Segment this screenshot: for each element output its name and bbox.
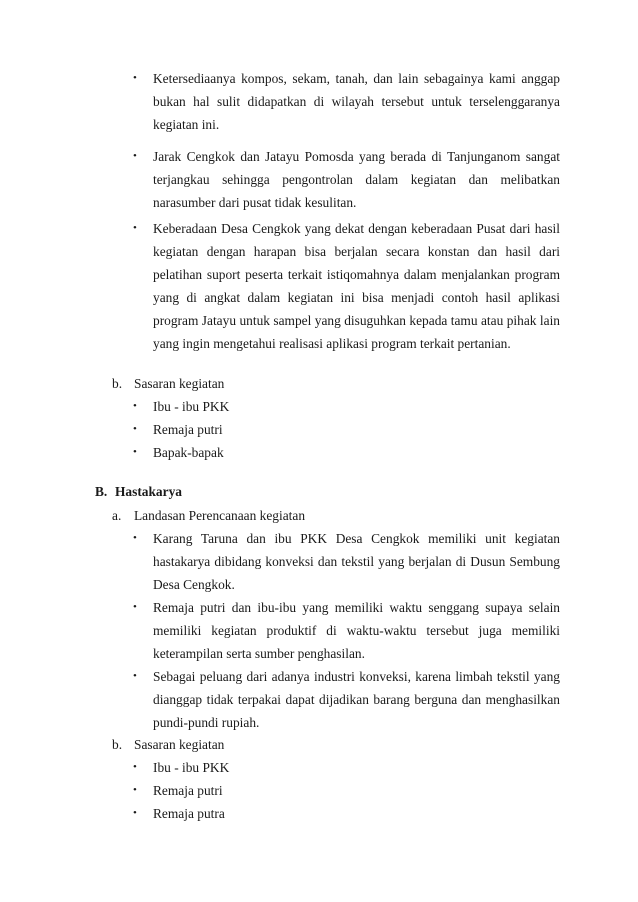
bullet-item <box>133 802 453 825</box>
section-title: Hastakarya <box>115 484 182 499</box>
bullet-dot: • <box>133 72 137 84</box>
bullet-text: Bapak-bapak <box>153 445 224 460</box>
bullet-text: Remaja putri dan ibu-ibu yang memiliki waktu senggang supaya selain memiliki kegiatan produktif di waktu-waktu tersebut juga memiliki keterampilan serta sumber penghasilan. <box>153 600 560 661</box>
bullet-text: Ibu - ibu PKK <box>153 760 230 775</box>
bullet-dot: • <box>133 807 137 819</box>
bullet-dot: • <box>133 423 137 435</box>
sub-heading <box>112 733 224 756</box>
bullet-text: Karang Taruna dan ibu PKK Desa Cengkok memiliki unit kegiatan hastakarya dibidang konveksi dan tekstil yang berjalan di Dusun Sembung Desa Cengkok. <box>153 531 560 592</box>
bullet-text: Remaja putri <box>153 783 223 798</box>
bullet-dot: • <box>133 601 137 613</box>
bullet-text: Ibu - ibu PKK <box>153 399 230 414</box>
bullet-dot: • <box>133 222 137 234</box>
bullet-item <box>133 67 560 136</box>
bullet-dot: • <box>133 784 137 796</box>
bullet-item <box>133 756 453 779</box>
sub-heading-marker: b. <box>112 737 123 752</box>
section-heading <box>95 480 182 503</box>
bullet-text: Sebagai peluang dari adanya industri konveksi, karena limbah tekstil yang dianggap tidak terpakai dapat dijadikan barang berguna dan menghasilkan pundi-pundi rupiah. <box>153 669 560 730</box>
bullet-text: Keberadaan Desa Cengkok yang dekat dengan keberadaan Pusat dari hasil kegiatan dengan harapan bisa berjalan secara konstan dan hasil dari pelatihan suport peserta terkait istiqomahnya dalam menjalankan program yang di angkat dalam kegiatan ini bisa menjadi contoh hasil aplikasi program Jatayu untuk sampel yang disuguhkan kepada tamu atau pihak lain yang ingin mengetahui realisasi aplikasi program terkait pertanian. <box>153 221 560 351</box>
bullet-dot: • <box>133 446 137 458</box>
bullet-dot: • <box>133 532 137 544</box>
bullet-text: Remaja putra <box>153 806 225 821</box>
bullet-item <box>133 441 453 464</box>
bullet-item <box>133 395 453 418</box>
section-marker: B. <box>95 484 108 499</box>
bullet-item <box>133 145 560 214</box>
sub-heading-title: Sasaran kegiatan <box>134 376 225 391</box>
sub-heading-title: Sasaran kegiatan <box>134 737 225 752</box>
bullet-item <box>133 596 560 665</box>
sub-heading-marker: a. <box>112 508 122 523</box>
bullet-dot: • <box>133 761 137 773</box>
bullet-item <box>133 527 560 596</box>
sub-heading <box>112 372 224 395</box>
bullet-text: Jarak Cengkok dan Jatayu Pomosda yang berada di Tanjunganom sangat terjangkau sehingga pengontrolan dalam kegiatan dan melibatkan narasumber dari pusat tidak kesulitan. <box>153 149 560 210</box>
sub-heading-title: Landasan Perencanaan kegiatan <box>134 508 306 523</box>
bullet-item <box>133 665 560 734</box>
bullet-item <box>133 217 560 355</box>
sub-heading <box>112 504 305 527</box>
bullet-text: Remaja putri <box>153 422 223 437</box>
bullet-dot: • <box>133 400 137 412</box>
sub-heading-marker: b. <box>112 376 123 391</box>
bullet-item <box>133 418 453 441</box>
bullet-dot: • <box>133 670 137 682</box>
bullet-item <box>133 779 453 802</box>
bullet-text: Ketersediaanya kompos, sekam, tanah, dan lain sebagainya kami anggap bukan hal sulit didapatkan di wilayah tersebut untuk terselenggaranya kegiatan ini. <box>153 71 560 132</box>
bullet-dot: • <box>133 150 137 162</box>
